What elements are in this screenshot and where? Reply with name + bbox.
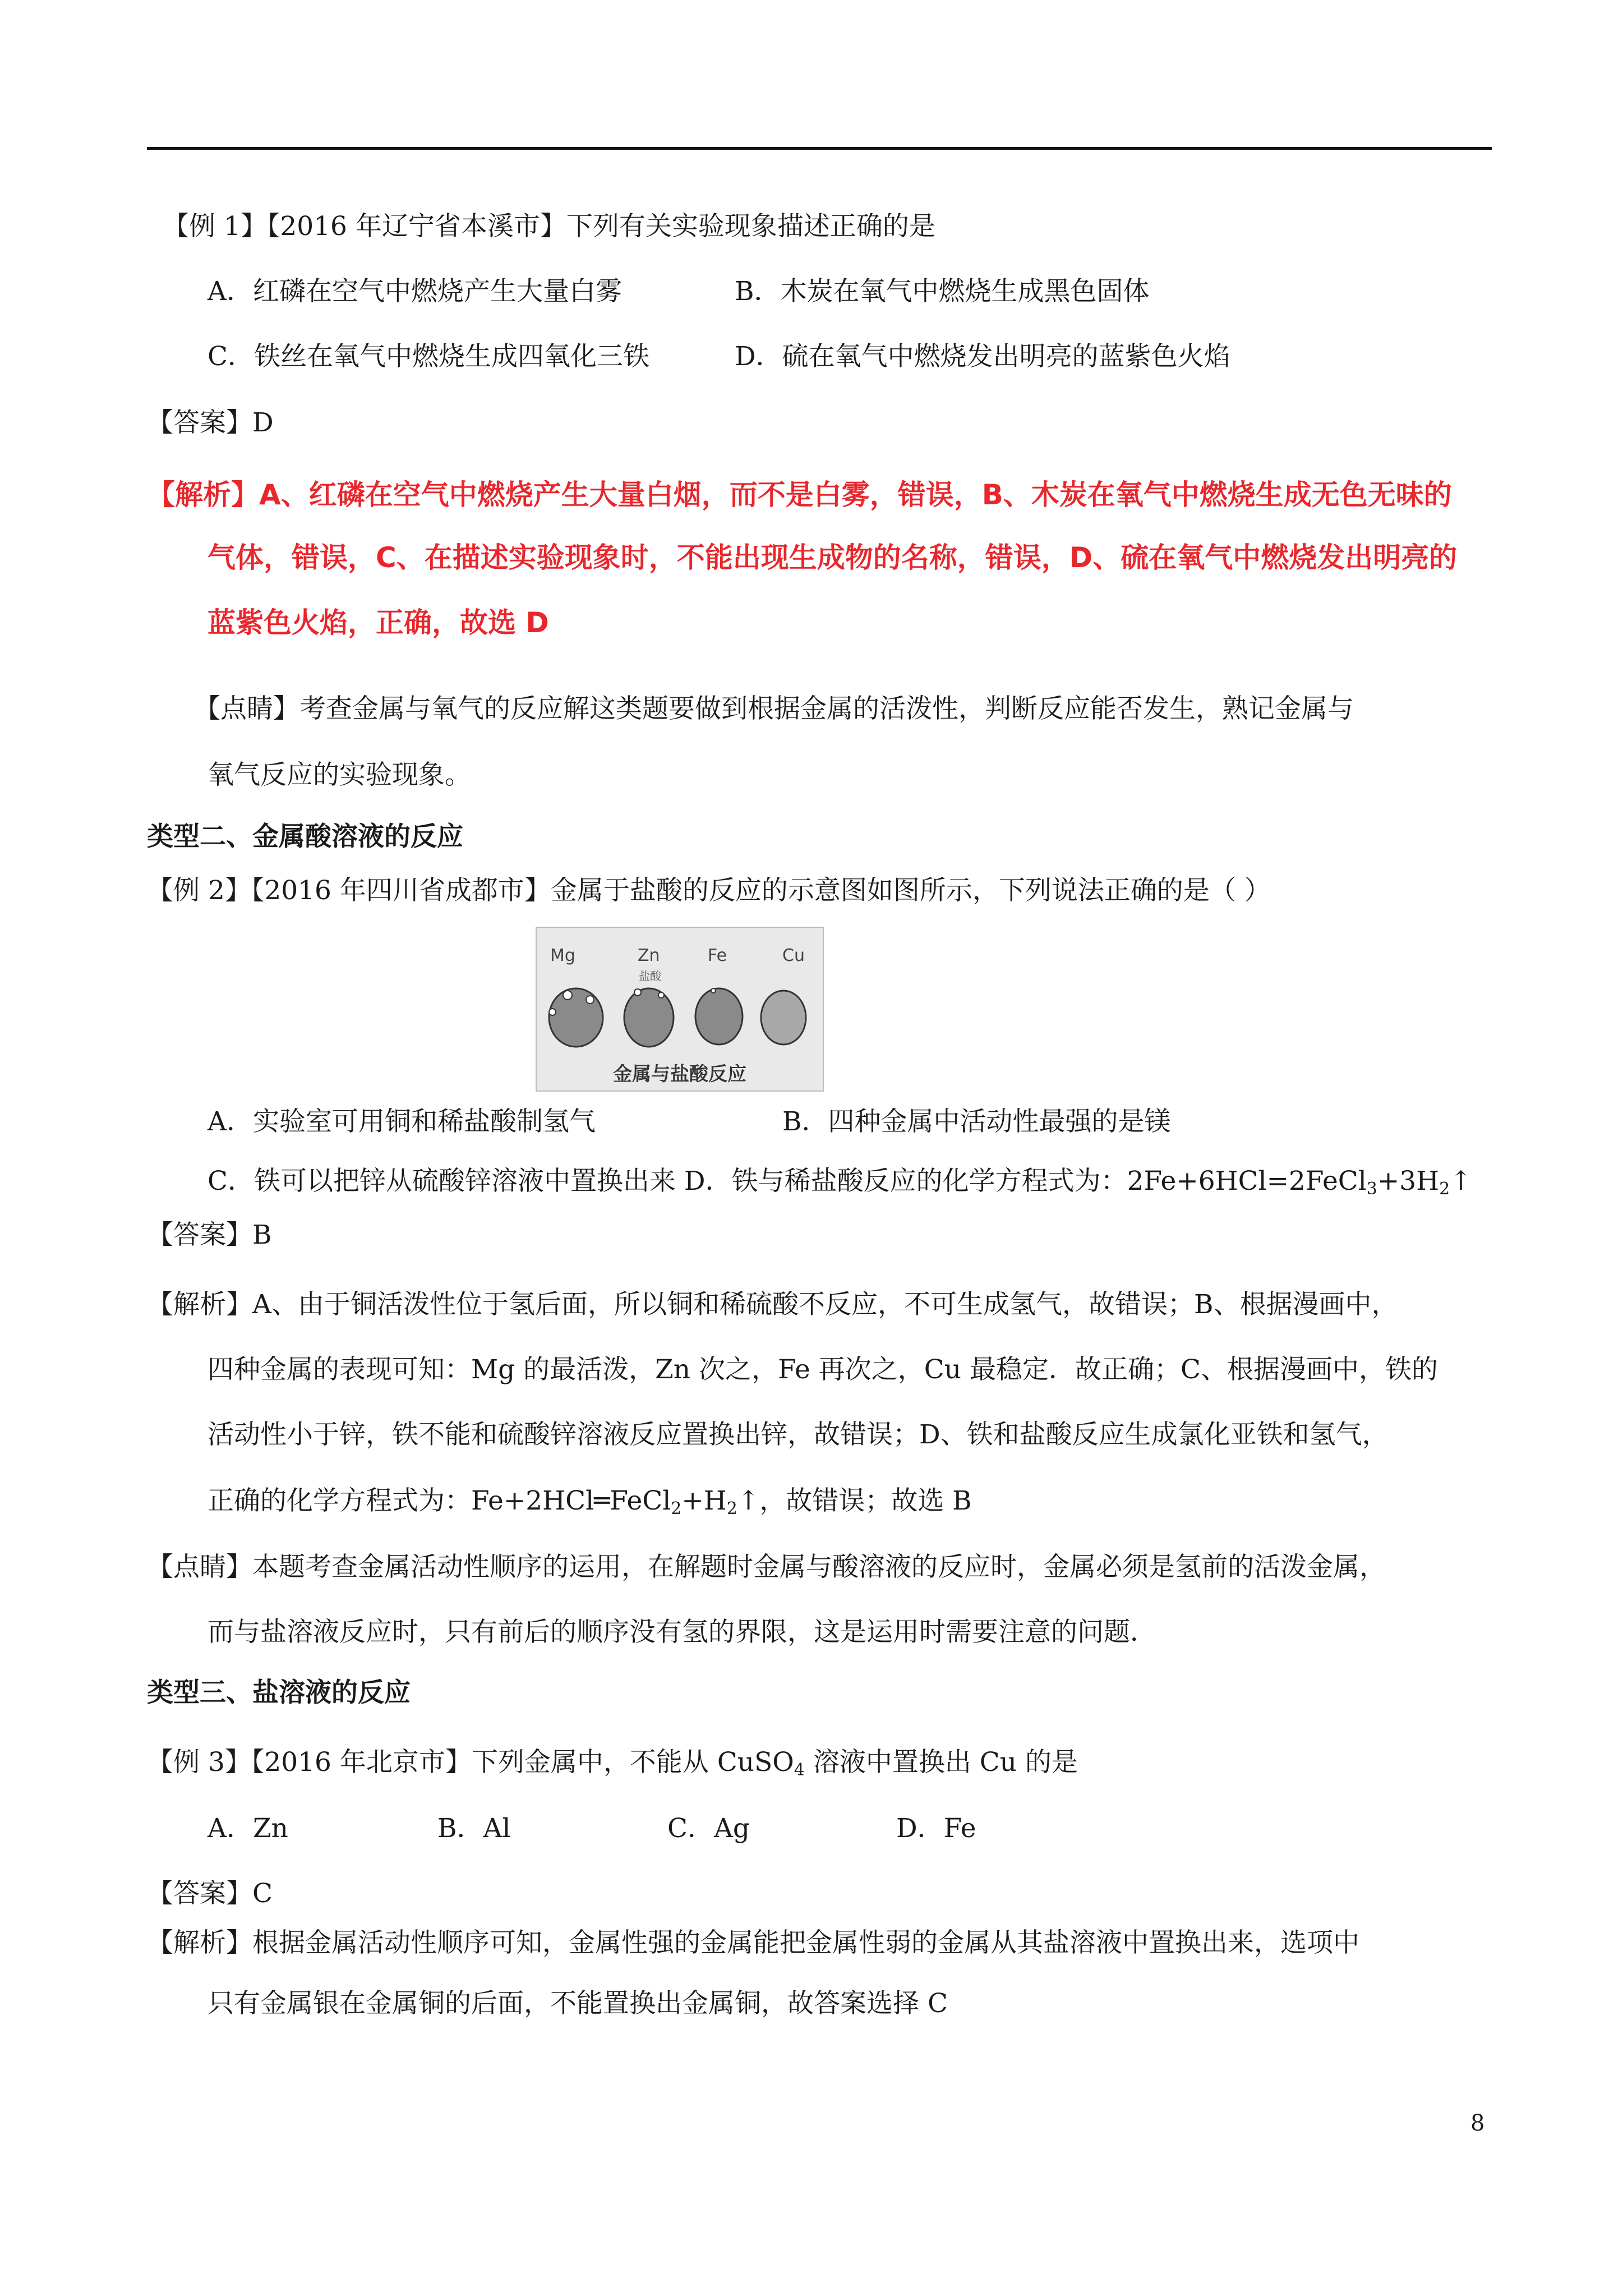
example-2-analysis-line-3: 活动性小于锌，铁不能和硫酸锌溶液反应置换出锌，故错误；D、铁和盐酸反应生成氯化亚铁和氢气，: [208, 1419, 1389, 1450]
example-1-option-a: A．红磷在空气中燃烧产生大量白雾: [208, 276, 622, 307]
cu-cartoon-icon: [761, 991, 806, 1045]
example-1-option-d: D．硫在氧气中燃烧发出明亮的蓝紫色火焰: [735, 341, 1230, 372]
figure-label-acid: 盐酸: [639, 969, 661, 983]
mg-cartoon-icon: [549, 988, 603, 1047]
section-heading-type-2: 类型二、金属酸溶液的反应: [147, 821, 463, 852]
example-2-tip-line-1: 【点睛】本题考查金属活动性顺序的运用，在解题时金属与酸溶液的反应时，金属必须是氢前的活泼金属，: [147, 1552, 1386, 1582]
figure-label-mg: Mg: [550, 946, 575, 965]
example-3-option-c: C．Ag: [667, 1813, 750, 1844]
eq-subscript: 2: [1439, 1179, 1450, 1199]
section-heading-type-3: 类型三、盐溶液的反应: [147, 1677, 411, 1708]
example-1-analysis-line-3: 蓝紫色火焰，正确，故选 D: [208, 606, 549, 639]
example-3-option-d: D．Fe: [896, 1813, 976, 1844]
example-3-question: [147, 1745, 1078, 1780]
example-2-tip-line-2: 而与盐溶液反应时，只有前后的顺序没有氢的界限，这是运用时需要注意的问题．: [208, 1617, 1156, 1648]
example-1-tip-line-2: 氧气反应的实验现象。: [208, 760, 471, 790]
example-3-analysis-line-2: 只有金属银在金属铜的后面，不能置换出金属铜，故答案选择 C: [208, 1988, 948, 2019]
eq-arrow: ↑: [1450, 1166, 1472, 1197]
example-2-question: 【例 2】【2016 年四川省成都市】金属于盐酸的反应的示意图如图所示，下列说法正确的是（ ）: [147, 875, 1271, 906]
eq-subscript: 3: [1366, 1179, 1377, 1199]
example-3-option-b: B．Al: [437, 1813, 511, 1844]
example-2-analysis-line-2: 四种金属的表现可知：Mg 的最活泼，Zn 次之，Fe 再次之，Cu 最稳定．故正确；C、根据漫画中，铁的: [208, 1354, 1438, 1385]
header-rule: [147, 147, 1492, 150]
example-2-analysis-line-1: 【解析】A、由于铜活泼性位于氢后面，所以铜和稀硫酸不反应，不可生成氢气，故错误；B、根据漫画中，: [147, 1289, 1398, 1320]
example-2-analysis-line-4: [208, 1483, 972, 1519]
example-1-option-c: C．铁丝在氧气中燃烧生成四氧化三铁: [208, 341, 649, 372]
example-2-option-d-equation: [1127, 1166, 1472, 1197]
example-3-answer: 【答案】C: [147, 1878, 273, 1909]
figure-label-cu: Cu: [782, 946, 805, 965]
example-2-option-c-d-text: C．铁可以把锌从硫酸锌溶液中置换出来 D．铁与稀盐酸反应的化学方程式为：: [208, 1166, 1127, 1197]
example-1-option-b: B．木炭在氧气中燃烧生成黑色固体: [735, 276, 1150, 307]
question-part: 溶液中置换出 Cu 的是: [804, 1747, 1078, 1778]
eq-part: ↑，故错误；故选 B: [737, 1485, 972, 1516]
example-2-option-a: A．实验室可用铜和稀盐酸制氢气: [208, 1106, 596, 1137]
question-part: 【例 3】【2016 年北京市】下列金属中，不能从 CuSO: [147, 1747, 794, 1778]
metal-cartoon-drawing: [537, 928, 823, 1051]
figure-label-fe: Fe: [708, 946, 727, 965]
metal-acid-reaction-figure: [536, 927, 824, 1092]
eq-part: +H: [681, 1485, 727, 1516]
example-1-question: 【例 1】【2016 年辽宁省本溪市】下列有关实验现象描述正确的是: [163, 211, 935, 242]
eq-part: 2Fe+6HCl=2FeCl: [1127, 1166, 1367, 1197]
example-2-option-b: B．四种金属中活动性最强的是镁: [782, 1106, 1171, 1137]
eq-subscript: 2: [671, 1499, 682, 1519]
example-1-analysis-line-2: 气体，错误，C、在描述实验现象时，不能出现生成物的名称，错误，D、硫在氧气中燃烧发出明亮的: [208, 541, 1458, 574]
fe-cartoon-icon: [695, 988, 743, 1045]
example-2-answer: 【答案】B: [147, 1220, 272, 1250]
figure-caption: 金属与盐酸反应: [613, 1063, 746, 1085]
example-1-analysis-line-1: 【解析】A、红磷在空气中燃烧产生大量白烟，而不是白雾，错误，B、木炭在氧气中燃烧生成无色无味的: [147, 478, 1452, 511]
eq-subscript: 2: [726, 1499, 737, 1519]
question-subscript: 4: [794, 1760, 805, 1780]
eq-part: +3H: [1377, 1166, 1440, 1197]
page-number: 8: [1470, 2110, 1485, 2136]
zn-cartoon-icon: [624, 988, 674, 1047]
eq-part: 正确的化学方程式为：Fe+2HCl═FeCl: [208, 1485, 671, 1516]
example-3-option-a: A．Zn: [208, 1813, 288, 1844]
example-3-analysis-line-1: 【解析】根据金属活动性顺序可知，金属性强的金属能把金属性弱的金属从其盐溶液中置换出来，选项中: [147, 1927, 1359, 1958]
example-2-option-c-d: [208, 1163, 1472, 1199]
figure-label-zn: Zn: [638, 946, 660, 965]
example-1-answer: 【答案】D: [147, 407, 274, 438]
example-1-tip-line-1: 【点睛】考查金属与氧气的反应解这类题要做到根据金属的活泼性，判断反应能否发生，熟记金属与: [194, 693, 1354, 724]
